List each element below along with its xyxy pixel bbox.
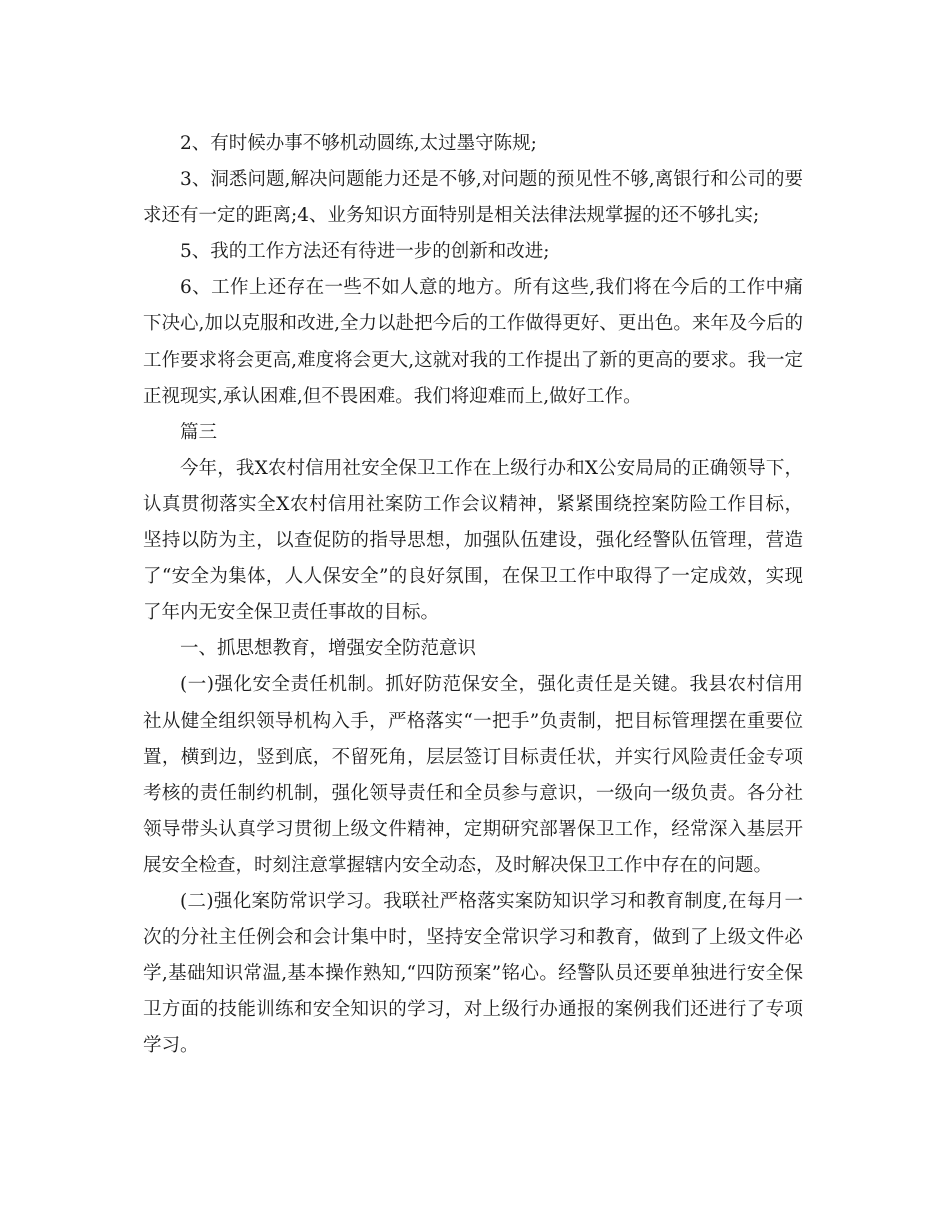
section-heading-part-three: 篇三 bbox=[180, 421, 218, 443]
paragraph-problem-solving: 3、洞悉问题,解决问题能力还是不够,对问题的预见性不够,离银行和公司的要求还有一定的距离;4、业务知识方面特别是相关法律法规掌握的还不够扎实; bbox=[143, 169, 803, 227]
section-heading-ideological-education: 一、抓思想教育，增强安全防范意识 bbox=[180, 638, 477, 660]
paragraph-annual-summary: 今年，我X农村信用社安全保卫工作在上级行办和X公安局局的正确领导下，认真贯彻落实全X农村信用社案防工作会议精神，紧紧围绕控案防险工作目标，坚持以防为主，以查促防的指导思想，加强队伍建设，强化经警队伍管理，营造了“安全为集体，人人保安全”的良好氛围，在保卫工作中取得了一定成效，实现了年内无安全保卫责任事故的目标。 bbox=[143, 457, 803, 624]
paragraph-responsibility-mechanism: (一)强化安全责任机制。抓好防范保安全，强化责任是关键。我县农村信用社从健全组织领导机构入手，严格落实“一把手”负责制，把目标管理摆在重要位置，横到边，竖到底，不留死角，层层签订目标责任状，并实行风险责任金专项考核的责任制约机制，强化领导责任和全员参与意识，一级向一级负责。各分社领导带头认真学习贯彻上级文件精神，定期研究部署保卫工作，经常深入基层开展安全检查，时刻注意掌握辖内安全动态，及时解决保卫工作中存在的问题。 bbox=[143, 674, 803, 876]
document-body bbox=[143, 126, 803, 1064]
paragraph-improve-flexibility: 2、有时候办事不够机动圆练,太过墨守陈规; bbox=[180, 133, 537, 154]
paragraph-resolve: 6、工作上还存在一些不如人意的地方。所有这些,我们将在今后的工作中痛下决心,加以克服和改进,全力以赴把今后的工作做得更好、更出色。来年及今后的工作要求将会更高,难度将会更大,这就对我的工作提出了新的更高的要求。我一定正视现实,承认困难,但不畏困难。我们将迎难而上,做好工作。 bbox=[143, 277, 803, 407]
paragraph-case-prevention-study: (二)强化案防常识学习。我联社严格落实案防知识学习和教育制度,在每月一次的分社主任例会和会计集中时，坚持安全常识学习和教育，做到了上级文件必学,基础知识常温,基本操作熟知,“四防预案”铭心。经警队员还要单独进行安全保卫方面的技能训练和安全知识的学习，对上级行办通报的案例我们还进行了专项学习。 bbox=[143, 890, 803, 1057]
paragraph-work-methods: 5、我的工作方法还有待进一步的创新和改进; bbox=[180, 241, 550, 263]
